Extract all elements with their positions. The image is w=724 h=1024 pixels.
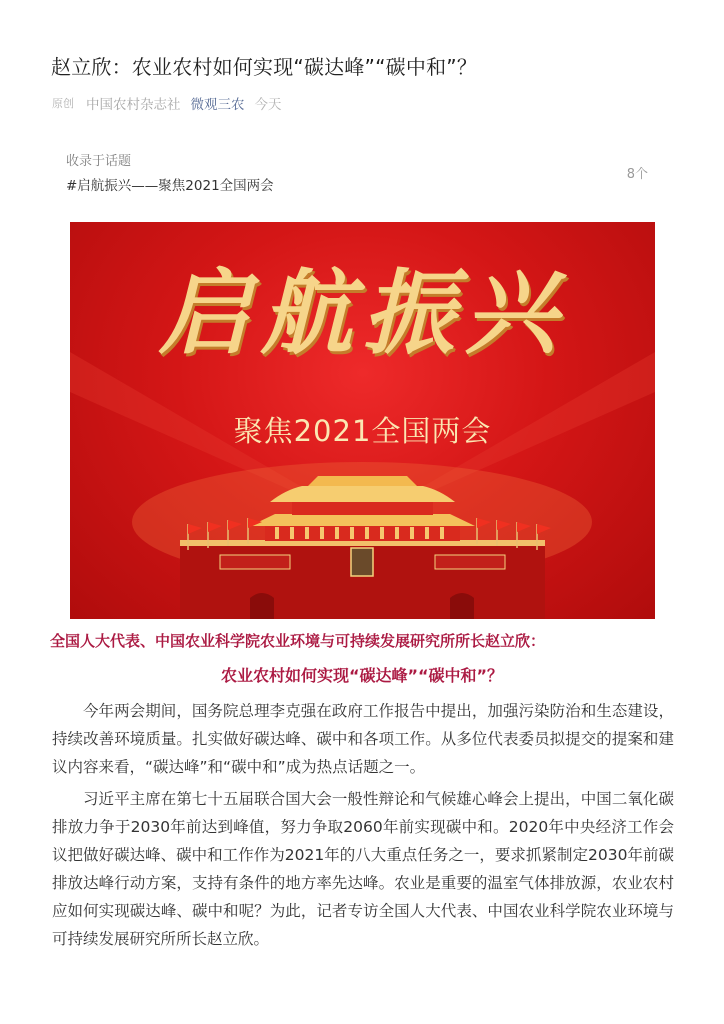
banner-calligraphy-text: 启航振兴 [158, 259, 567, 367]
body-paragraph: 习近平主席在第七十五届联合国大会一般性辩论和气候雄心峰会上提出，中国二氧化碳排放力争于2030年前达到峰值，努力争取2060年前实现碳中和。2020年中央经济工作会议把做好碳达峰、碳中和工作作为2021年的八大重点任务之一，要求抓紧制定2030年前碳排放达峰行动方案，支持有条件的地方率先达峰。农业是重要的温室气体排放源，农业农村应如何实现碳达峰、碳中和呢？为此，记者专访全国人大代表、中国农业科学院农业环境与可持续发展研究所所长赵立欣。 [52, 790, 674, 948]
lead-byline: 全国人大代表、中国农业科学院农业环境与可持续发展研究所所长赵立欣： [50, 632, 546, 650]
lead-headline: 农业农村如何实现“碳达峰”“碳中和”？ [220, 666, 504, 685]
banner-subtitle: 聚焦2021全国两会 [233, 414, 492, 448]
account-link[interactable]: 微观三农 [190, 97, 245, 113]
article-title: 赵立欣：农业农村如何实现“碳达峰”“碳中和”？ [51, 55, 478, 79]
source-name: 中国农村杂志社 [86, 97, 181, 113]
topic-count: 8个 [626, 167, 648, 182]
article-meta [52, 93, 282, 113]
publish-date: 今天 [254, 97, 282, 113]
body-paragraph: 今年两会期间，国务院总理李克强在政府工作报告中提出，加强污染防治和生态建设，持续改善环境质量。扎实做好碳达峰、碳中和各项工作。从多位代表委员拟提交的提案和建议内容来看，“碳达峰”和“碳中和”成为热点话题之一。 [52, 702, 674, 776]
topic-label: 收录于话题 [66, 154, 132, 169]
original-tag: 原创 [52, 97, 74, 110]
topic-collection[interactable] [66, 152, 652, 198]
banner-image [70, 222, 655, 619]
topic-name-link[interactable]: #启航振兴——聚焦2021全国两会 [66, 178, 274, 194]
